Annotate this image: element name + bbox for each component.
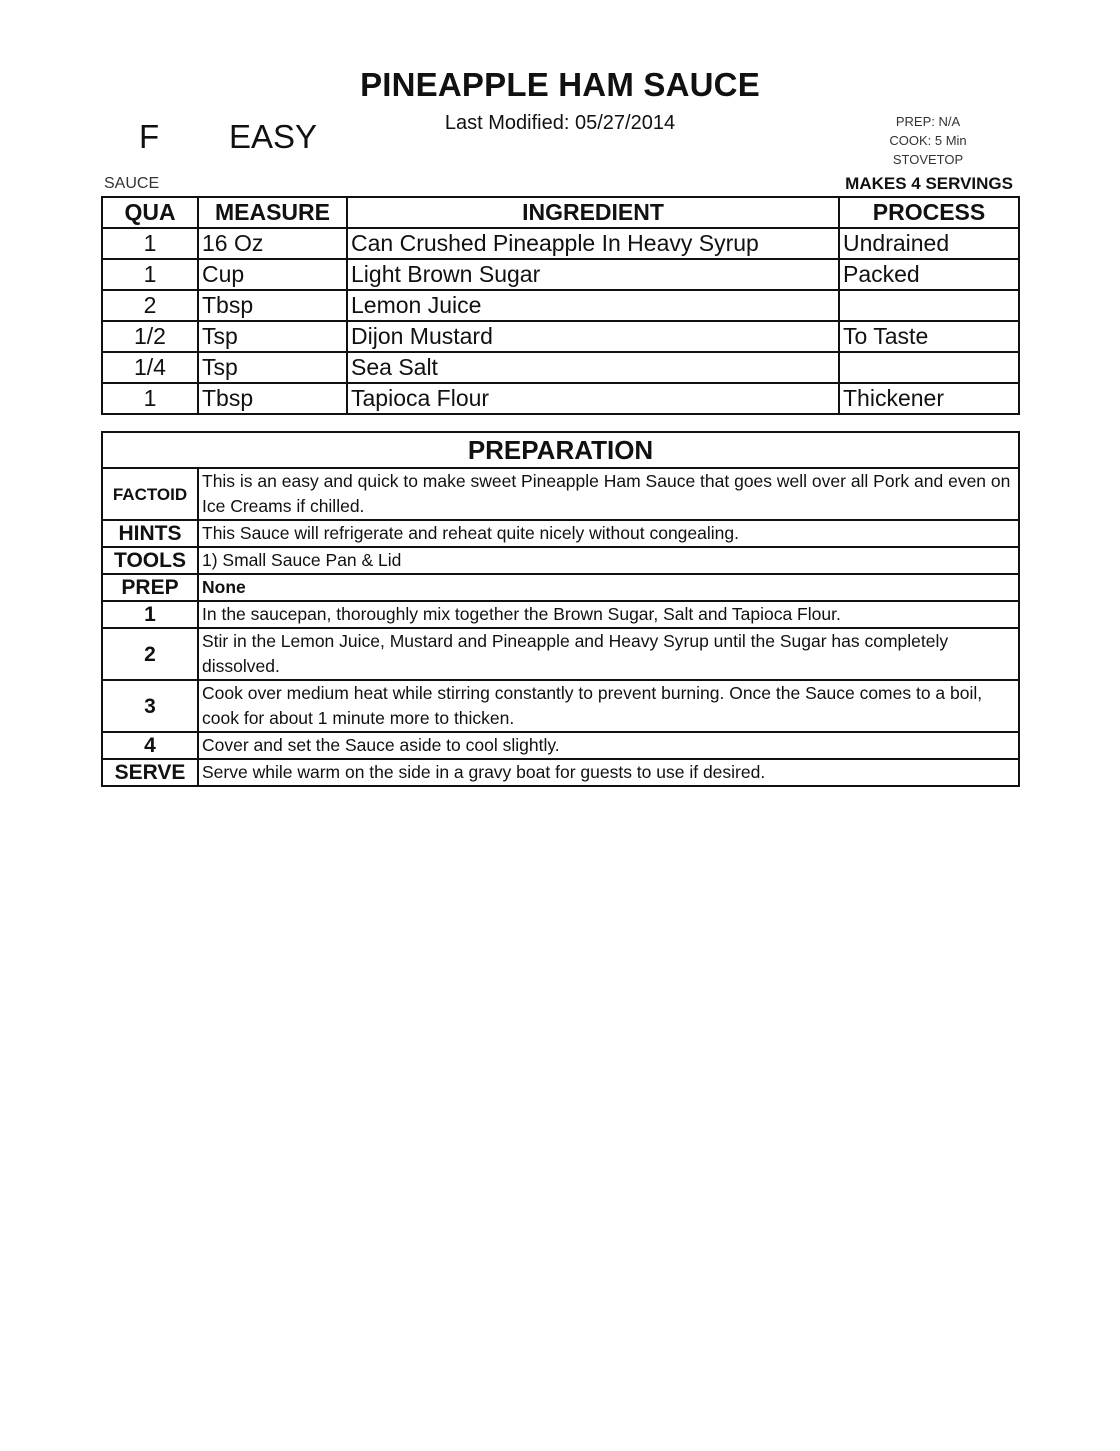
preparation-header: PREPARATION (102, 432, 1019, 468)
recipe-category: SAUCE (104, 175, 160, 192)
ingredient-qty: 1 (102, 228, 198, 259)
ingredient-row (102, 290, 1019, 321)
ingredient-measure: 16 Oz (198, 228, 347, 259)
ingredient-name: Dijon Mustard (347, 321, 839, 352)
prep-text: 1) Small Sauce Pan & Lid (198, 547, 1019, 574)
prep-label: 1 (102, 601, 198, 628)
prep-label: PREP (102, 574, 198, 601)
servings: MAKES 4 SERVINGS (845, 174, 1013, 193)
ingredient-name: Light Brown Sugar (347, 259, 839, 290)
ingredient-qty: 2 (102, 290, 198, 321)
prep-row-step-4 (102, 732, 1019, 759)
measure-header: MEASURE (198, 197, 347, 228)
ingredient-measure: Tsp (198, 321, 347, 352)
cook-time: COOK: 5 Min (889, 133, 967, 148)
recipe-grade: F (139, 118, 160, 155)
ingredient-process (839, 352, 1019, 383)
process-header: PROCESS (839, 197, 1019, 228)
ingredient-qty: 1/4 (102, 352, 198, 383)
prep-row-prep (102, 574, 1019, 601)
prep-label: HINTS (102, 520, 198, 547)
prep-text: Cover and set the Sauce aside to cool slightly. (198, 732, 1019, 759)
last-modified: Last Modified: 05/27/2014 (444, 112, 676, 134)
ingredient-process: Packed (839, 259, 1019, 290)
prep-row-step-3 (102, 680, 1019, 732)
ingredient-row (102, 321, 1019, 352)
prep-text: Cook over medium heat while stirring constantly to prevent burning. Once the Sauce comes to a boil, cook for about 1 minute more to thicken. (198, 680, 1019, 732)
ingredient-name: Lemon Juice (347, 290, 839, 321)
prep-text: This Sauce will refrigerate and reheat quite nicely without congealing. (198, 520, 1019, 547)
ingredient-measure: Tbsp (198, 383, 347, 414)
prep-row-step-1 (102, 601, 1019, 628)
prep-label: 3 (102, 680, 198, 732)
ingredient-name: Sea Salt (347, 352, 839, 383)
ingredient-row (102, 259, 1019, 290)
difficulty-level: EASY (229, 118, 318, 155)
prep-text: Serve while warm on the side in a gravy boat for guests to use if desired. (198, 759, 1019, 786)
prep-row-step-2 (102, 628, 1019, 680)
ingredient-row (102, 228, 1019, 259)
ingredient-qty: 1 (102, 383, 198, 414)
preparation-header-row (102, 432, 1019, 468)
prep-row-serve (102, 759, 1019, 786)
ingredients-table (101, 196, 1020, 415)
prep-label: 2 (102, 628, 198, 680)
ingredient-qty: 1/2 (102, 321, 198, 352)
prep-text: This is an easy and quick to make sweet Pineapple Ham Sauce that goes well over all Pork and even on Ice Creams if chilled. (198, 468, 1019, 520)
ingredient-row (102, 383, 1019, 414)
time-info (860, 112, 996, 169)
prep-label: SERVE (102, 759, 198, 786)
qty-header: QUA (102, 197, 198, 228)
prep-text: In the saucepan, thoroughly mix together the Brown Sugar, Salt and Tapioca Flour. (198, 601, 1019, 628)
ingredient-qty: 1 (102, 259, 198, 290)
ingredient-measure: Cup (198, 259, 347, 290)
prep-row-tools (102, 547, 1019, 574)
ingredient-process: Undrained (839, 228, 1019, 259)
ingredient-process: To Taste (839, 321, 1019, 352)
prep-label: 4 (102, 732, 198, 759)
preparation-table (101, 431, 1020, 787)
cook-method: STOVETOP (892, 152, 964, 167)
ingredient-process (839, 290, 1019, 321)
ingredient-measure: Tbsp (198, 290, 347, 321)
ingredient-row (102, 352, 1019, 383)
ingredient-measure: Tsp (198, 352, 347, 383)
prep-time: PREP: N/A (895, 114, 961, 129)
ingredients-header-row (102, 197, 1019, 228)
ingredient-name: Tapioca Flour (347, 383, 839, 414)
prep-label: TOOLS (102, 547, 198, 574)
prep-row-factoid (102, 468, 1019, 520)
prep-text: None (198, 574, 1019, 601)
recipe-title: PINEAPPLE HAM SAUCE (360, 66, 760, 103)
prep-text: Stir in the Lemon Juice, Mustard and Pineapple and Heavy Syrup until the Sugar has completely dissolved. (198, 628, 1019, 680)
ingredient-name: Can Crushed Pineapple In Heavy Syrup (347, 228, 839, 259)
prep-label: FACTOID (102, 468, 198, 520)
ingredient-process: Thickener (839, 383, 1019, 414)
ingredient-header: INGREDIENT (347, 197, 839, 228)
prep-row-hints (102, 520, 1019, 547)
